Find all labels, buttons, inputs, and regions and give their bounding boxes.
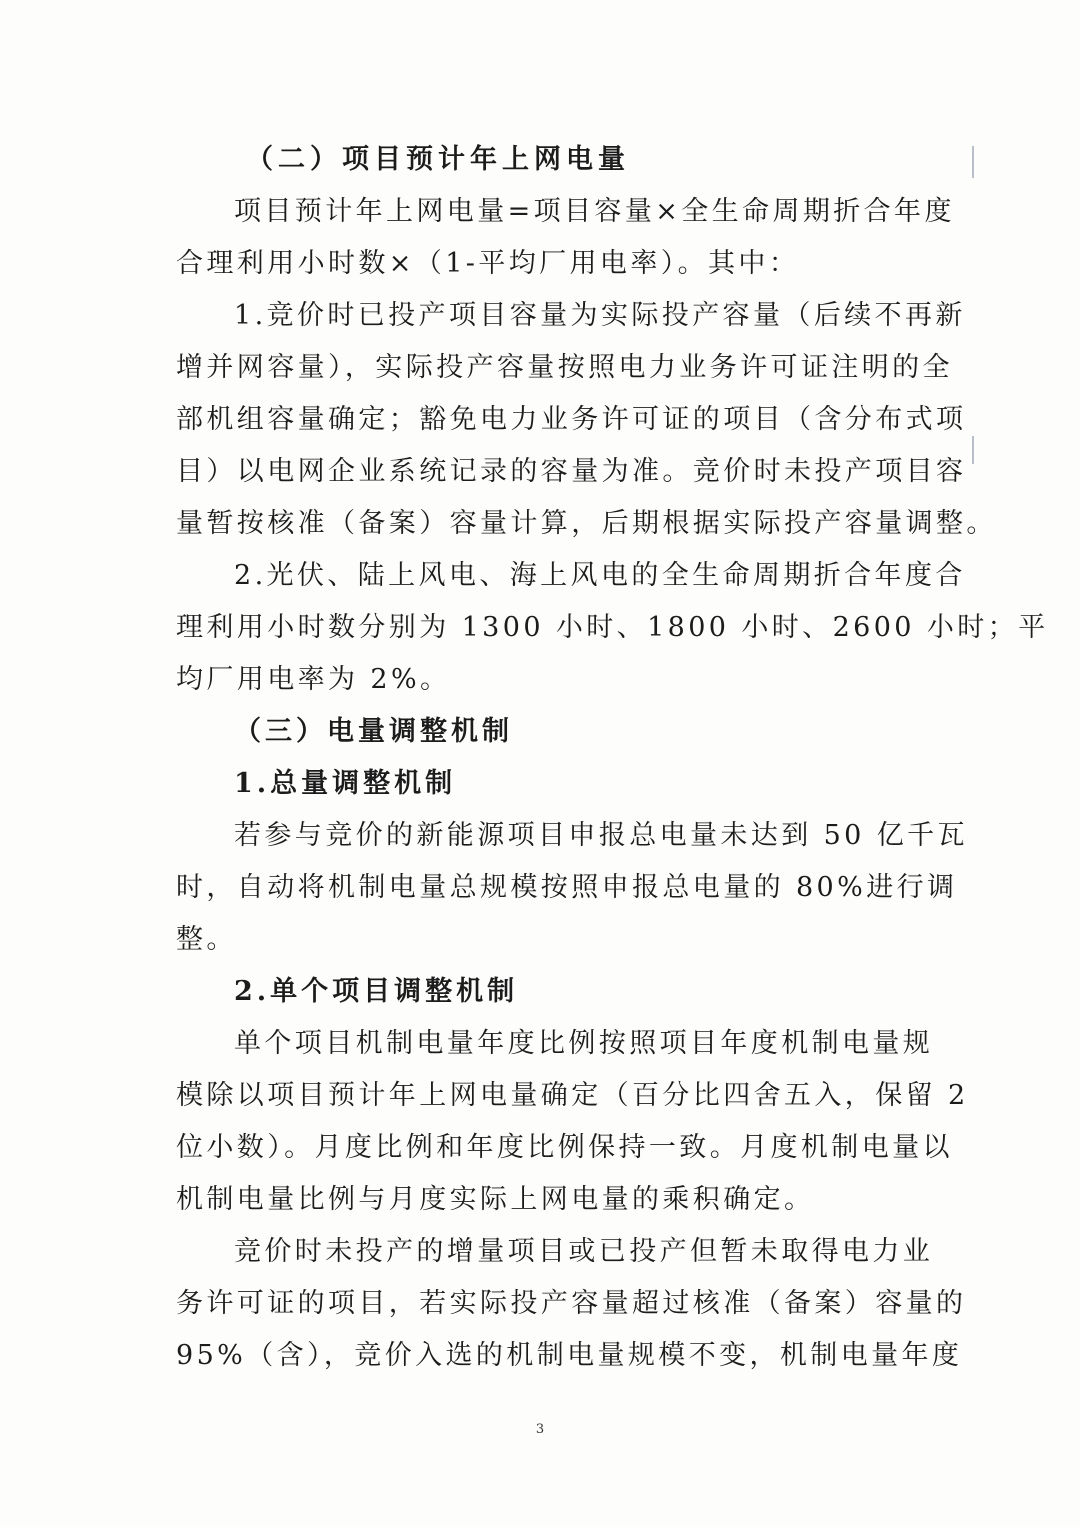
paragraph-line: 2.光伏、陆上风电、海上风电的全生命周期折合年度合 bbox=[234, 560, 966, 591]
paragraph-line: 位小数）。月度比例和年度比例保持一致。月度机制电量以 bbox=[176, 1132, 953, 1163]
paragraph-line: 整。 bbox=[176, 924, 237, 955]
paragraph-line: 机制电量比例与月度实际上网电量的乘积确定。 bbox=[176, 1184, 815, 1215]
paragraph-line: 模除以项目预计年上网电量确定（百分比四舍五入，保留 2 bbox=[176, 1080, 969, 1111]
paragraph-line: 竞价时未投产的增量项目或已投产但暂未取得电力业 bbox=[234, 1236, 934, 1267]
paragraph-line: 单个项目机制电量年度比例按照项目年度机制电量规 bbox=[234, 1028, 934, 1059]
paragraph-line: 95%（含），竞价入选的机制电量规模不变，机制电量年度 bbox=[176, 1340, 963, 1371]
paragraph-line: 均厂用电率为 2%。 bbox=[176, 664, 451, 695]
paragraph-line: 务许可证的项目，若实际投产容量超过核准（备案）容量的 bbox=[176, 1288, 967, 1319]
page-number: 3 bbox=[535, 1422, 545, 1437]
paragraph-line: 部机组容量确定；豁免电力业务许可证的项目（含分布式项 bbox=[176, 404, 967, 435]
subsection-heading-1: 1.总量调整机制 bbox=[234, 768, 457, 799]
paragraph-line: 目）以电网企业系统记录的容量为准。竞价时未投产项目容 bbox=[176, 456, 967, 487]
margin-mark-bottom bbox=[972, 436, 974, 464]
paragraph-line: 若参与竞价的新能源项目申报总电量未达到 50 亿千瓦 bbox=[234, 820, 968, 851]
paragraph-line: 项目预计年上网电量=项目容量×全生命周期折合年度 bbox=[234, 196, 955, 227]
paragraph-line: 量暂按核准（备案）容量计算，后期根据实际投产容量调整。 bbox=[176, 508, 997, 539]
section-heading-3: （三）电量调整机制 bbox=[234, 716, 513, 747]
paragraph-line: 理利用小时数分别为 1300 小时、1800 小时、2600 小时；平 bbox=[176, 612, 1049, 643]
document-body bbox=[176, 134, 1049, 1382]
paragraph-line: 1.竞价时已投产项目容量为实际投产容量（后续不再新 bbox=[234, 300, 966, 331]
paragraph-line: 合理利用小时数×（1-平均厂用电率）。其中： bbox=[176, 248, 800, 279]
section-heading-2: （二）项目预计年上网电量 bbox=[246, 144, 630, 175]
paragraph-line: 时，自动将机制电量总规模按照申报总电量的 80%进行调 bbox=[176, 872, 958, 903]
paragraph-line: 增并网容量），实际投产容量按照电力业务许可证注明的全 bbox=[176, 352, 953, 383]
subsection-heading-2: 2.单个项目调整机制 bbox=[234, 976, 519, 1007]
margin-mark-top bbox=[972, 146, 974, 178]
